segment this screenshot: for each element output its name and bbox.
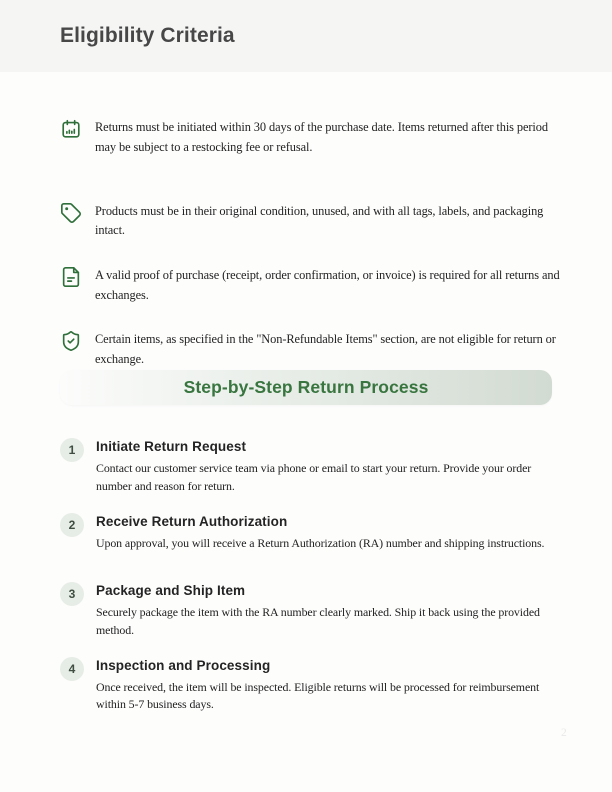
step-item xyxy=(60,437,568,495)
calendar-icon xyxy=(60,118,82,140)
step-number-badge: 4 xyxy=(60,657,84,681)
list-item xyxy=(60,118,568,158)
step-item xyxy=(60,581,568,639)
list-item xyxy=(60,202,568,242)
step-title: Receive Return Authorization xyxy=(96,514,288,530)
page-title: Eligibility Criteria xyxy=(60,24,235,47)
step-description: Securely package the item with the RA number clearly marked. Ship it back using the provided method. xyxy=(96,605,540,637)
step-body xyxy=(96,581,568,639)
step-number-badge: 2 xyxy=(60,513,84,537)
list-item xyxy=(60,330,568,370)
eligibility-list xyxy=(60,118,568,369)
page-content xyxy=(0,118,612,714)
steps-list xyxy=(60,437,568,713)
tag-icon xyxy=(60,202,82,224)
step-body xyxy=(96,437,568,495)
step-title: Initiate Return Request xyxy=(96,439,247,455)
step-item xyxy=(60,512,568,564)
eligibility-item-text: A valid proof of purchase (receipt, order confirmation, or invoice) is required for all returns and exchanges. xyxy=(95,268,560,302)
eligibility-item-text: Returns must be initiated within 30 days of the purchase date. Items returned after this period may be subject to a restocking fee or refusal. xyxy=(95,120,548,154)
step-title: Inspection and Processing xyxy=(96,658,271,673)
section-heading: Step-by-Step Return Process xyxy=(183,377,429,398)
section-banner xyxy=(60,370,552,405)
page-number: 2 xyxy=(561,727,567,739)
step-description: Contact our customer service team via phone or email to start your return. Provide your order number and reason for return. xyxy=(96,461,532,493)
step-description: Once received, the item will be inspected. Eligible returns will be processed for reimbursement within 5-7 business days. xyxy=(96,680,540,712)
eligibility-item-text: Products must be in their original condition, unused, and with all tags, labels, and packaging intact. xyxy=(95,203,544,238)
step-number-badge: 3 xyxy=(60,582,84,606)
step-number-badge: 1 xyxy=(60,438,84,462)
list-item xyxy=(60,266,568,306)
step-body xyxy=(96,512,568,552)
step-title: Package and Ship Item xyxy=(96,583,246,599)
step-body xyxy=(96,656,568,714)
page-header xyxy=(0,0,612,72)
shield-check-icon xyxy=(60,330,82,352)
eligibility-item-text: Certain items, as specified in the "Non-Refundable Items" section, are not eligible for return or exchange. xyxy=(95,331,556,366)
document-icon xyxy=(60,266,82,288)
step-item xyxy=(60,656,568,714)
step-description: Upon approval, you will receive a Return Authorization (RA) number and shipping instructions. xyxy=(96,536,545,551)
